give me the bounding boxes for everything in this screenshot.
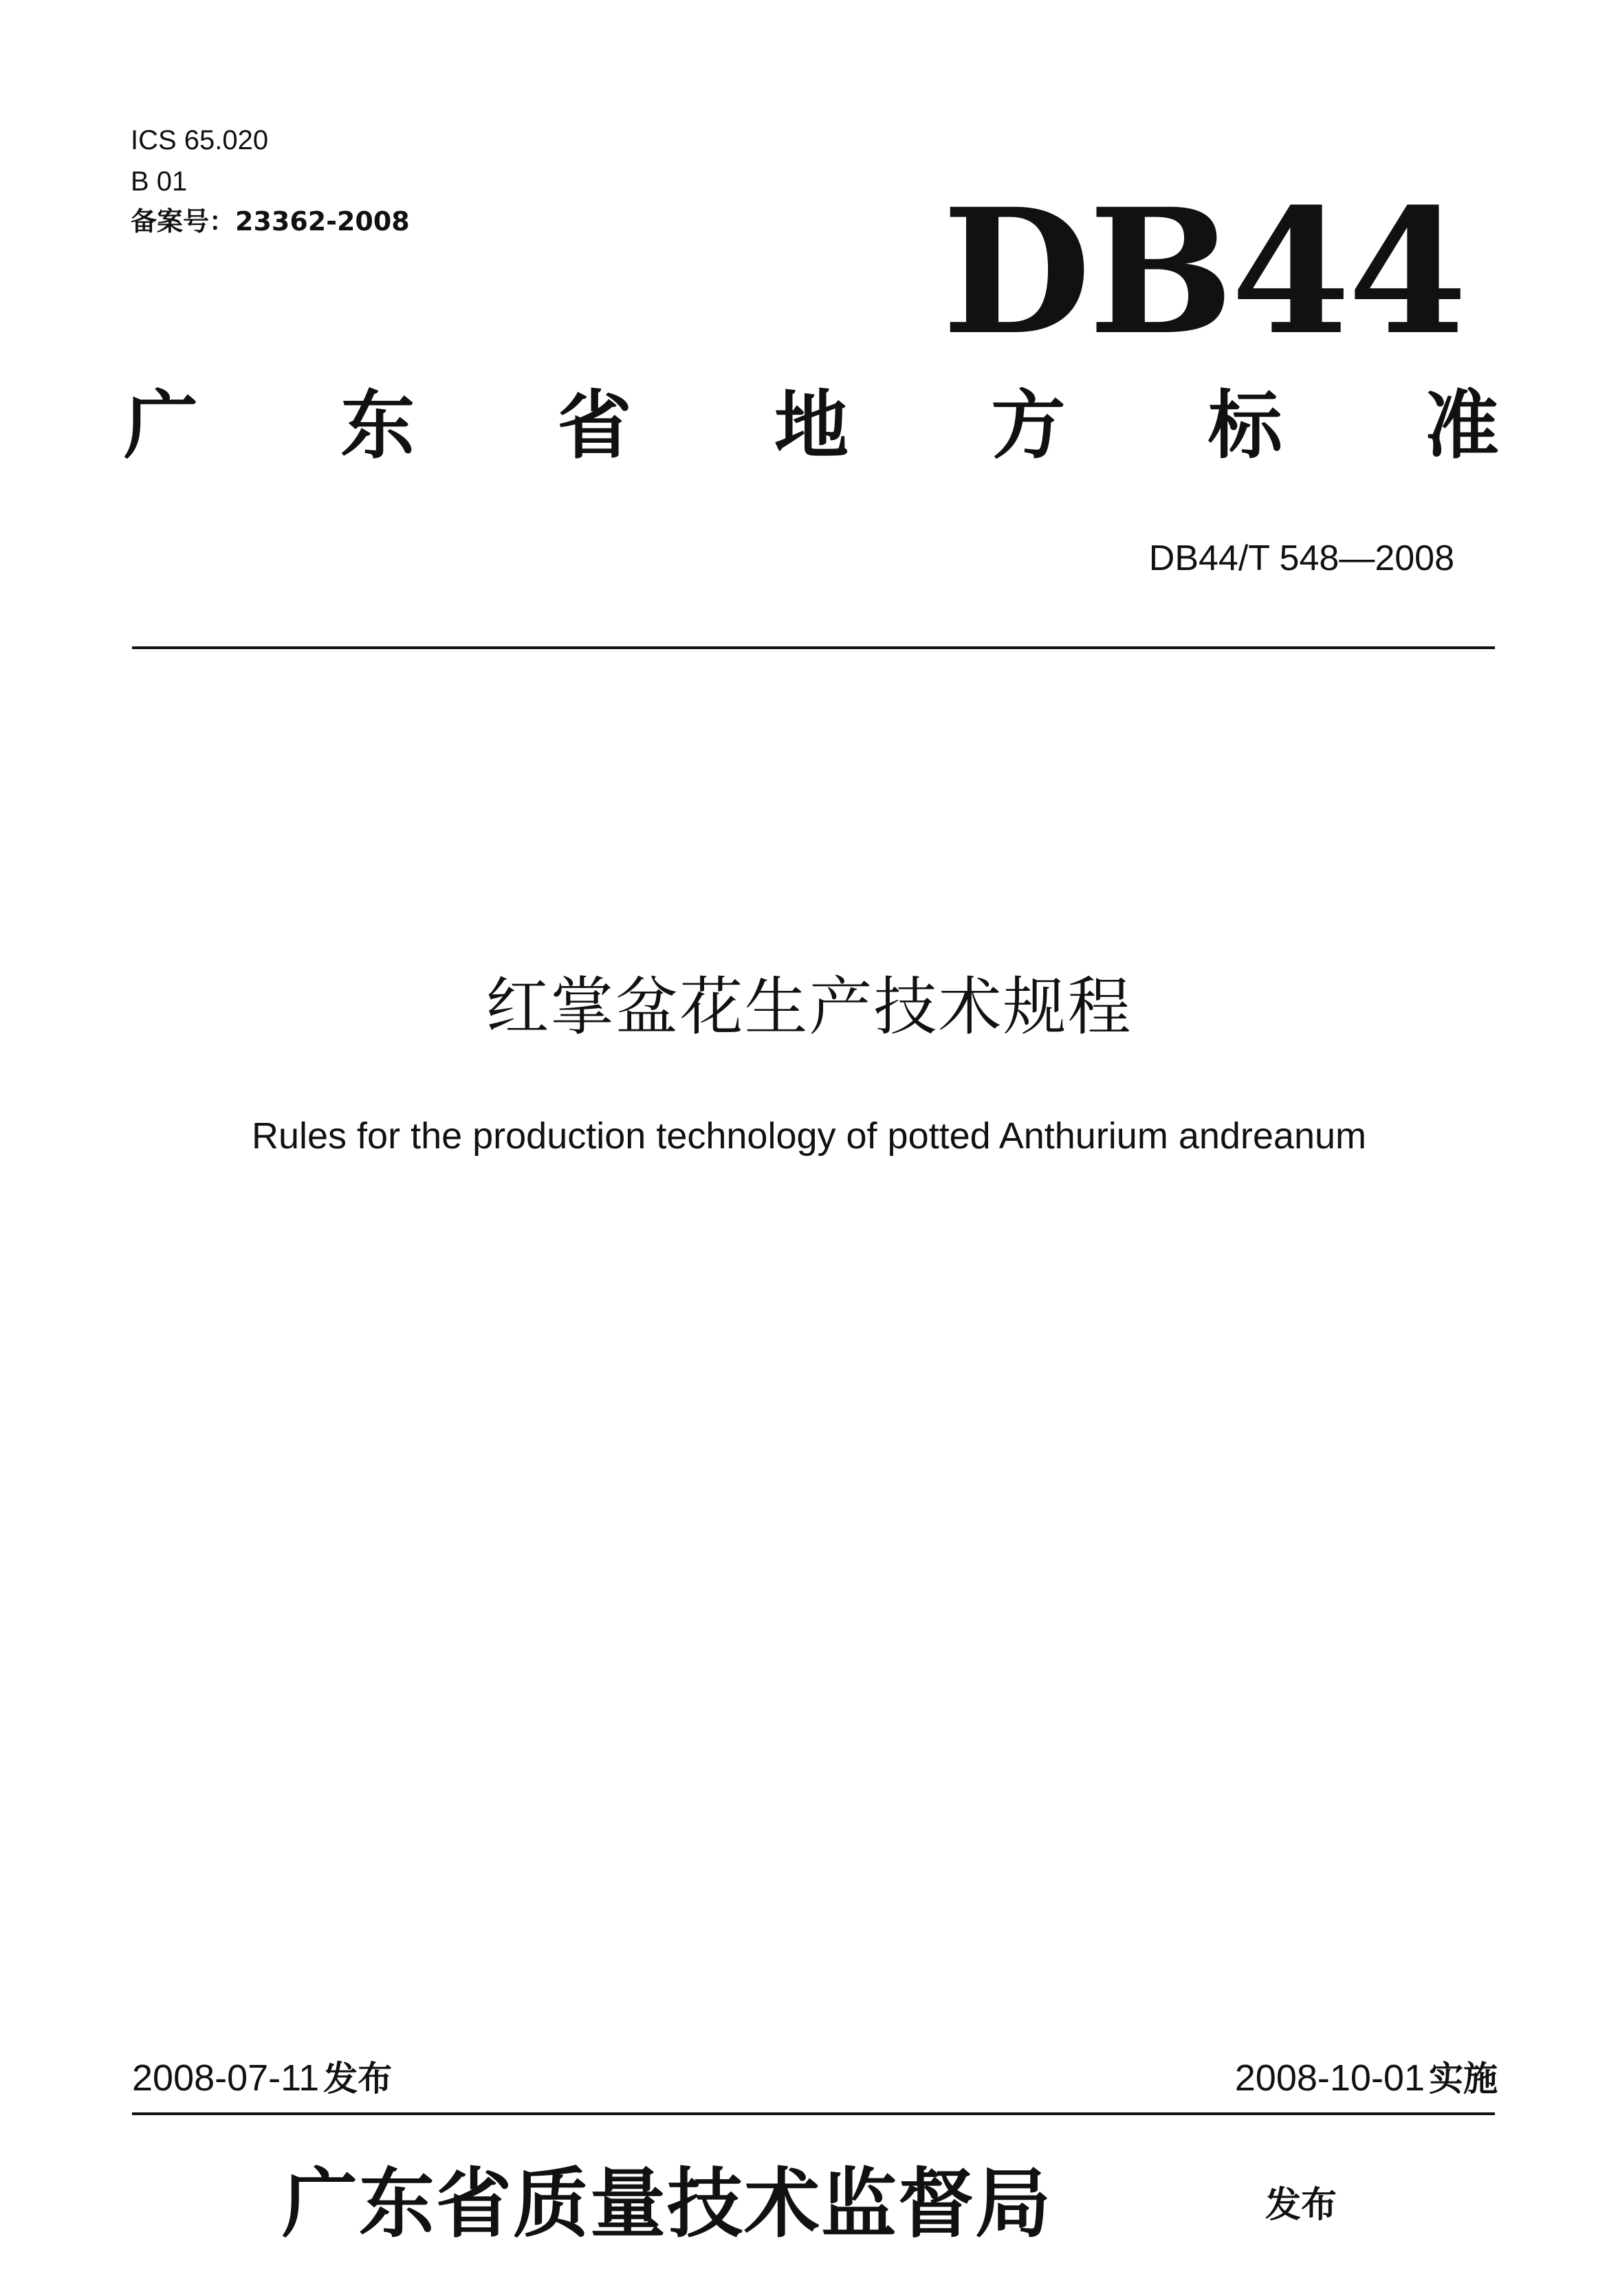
implementation-date-label: 实施 — [1429, 2059, 1498, 2099]
standard-type-char: 省 — [557, 383, 632, 469]
standard-type-char: 地 — [774, 383, 849, 469]
bottom-divider — [132, 2112, 1495, 2115]
issuer-label: 发布 — [1265, 2185, 1337, 2226]
standard-number: DB44/T 548—2008 — [1148, 538, 1454, 578]
standard-type-char: 广 — [124, 383, 199, 469]
ccs-code: B 01 — [131, 166, 188, 197]
standard-logo: DB44 — [942, 171, 1465, 373]
record-number: 备案号：23362-2008 — [131, 206, 410, 237]
ics-code: ICS 65.020 — [131, 125, 269, 155]
issue-date — [132, 2056, 392, 2101]
title-english: Rules for the production technology of potted Anthurium andreanum — [251, 1115, 1367, 1157]
top-divider — [132, 646, 1495, 649]
issue-date-value: 2008-07-11 — [132, 2057, 320, 2099]
standard-type-char: 准 — [1424, 383, 1499, 469]
standard-type-heading — [124, 385, 1499, 468]
implementation-date — [1235, 2056, 1498, 2101]
standard-type-char: 方 — [991, 383, 1066, 469]
issuer-name: 广东省质量技术监督局 — [282, 2159, 1052, 2248]
standard-type-char: 标 — [1207, 383, 1282, 469]
implementation-date-value: 2008-10-01 — [1234, 2057, 1425, 2099]
title-chinese: 红掌盆花生产技术规程 — [485, 970, 1133, 1044]
standard-type-char: 东 — [340, 383, 415, 469]
issue-date-label: 发布 — [323, 2059, 393, 2099]
